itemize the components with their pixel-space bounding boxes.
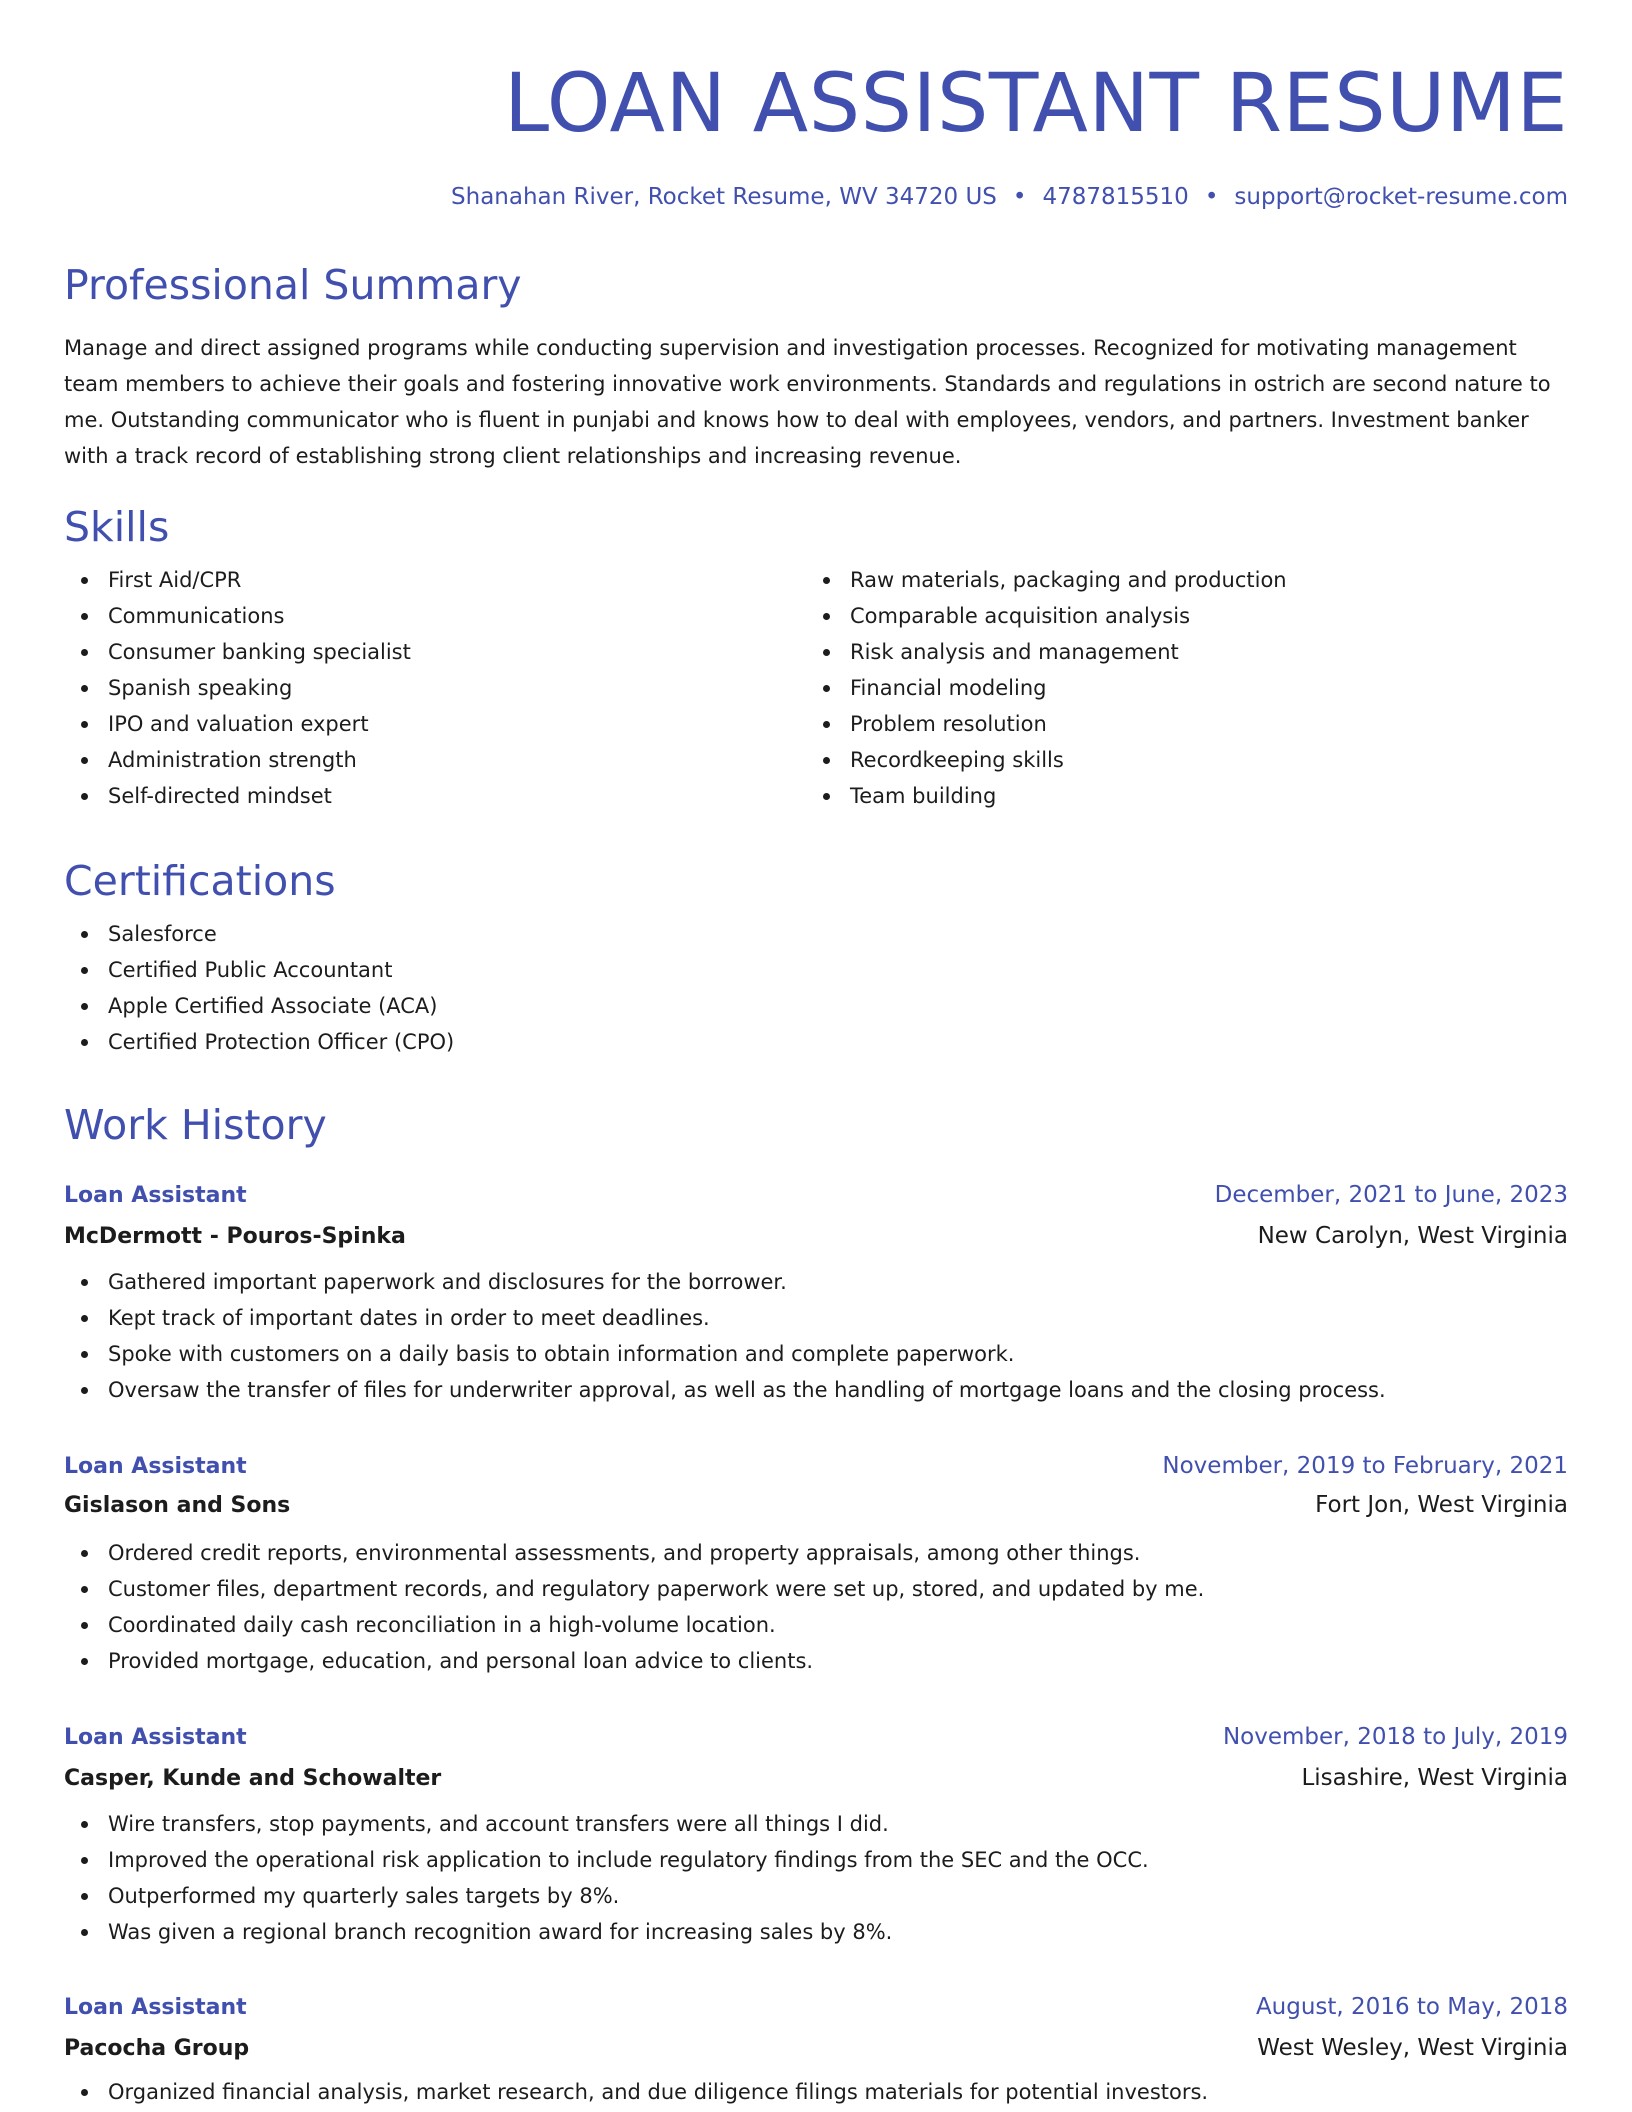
job-location: Fort Jon, West Virginia [1315,1492,1568,1518]
certification-item: Apple Certified Associate (ACA) [64,988,1568,1024]
job-subheader [64,2033,1568,2064]
job-bullet: Customer files, department records, and regulatory paperwork were set up, stored, and updated by me. [64,1571,1568,1607]
skill-item: Raw materials, packaging and production [806,562,1548,598]
skill-item: Comparable acquisition analysis [806,598,1548,634]
job-header [64,1992,1568,2023]
skill-item: Recordkeeping skills [806,742,1548,778]
job-company: Casper, Kunde and Schowalter [64,1766,442,1791]
job-dates: November, 2018 to July, 2019 [1222,1724,1568,1750]
job-header [64,1722,1568,1753]
job-entry [64,1722,1568,1950]
skill-item: Communications [64,598,806,634]
job-location: Lisashire, West Virginia [1301,1765,1568,1791]
contact-email: support@rocket-resume.com [1234,184,1568,210]
skills-columns [64,562,1568,814]
job-title: Loan Assistant [64,1995,247,2020]
resume-title: LOAN ASSISTANT RESUME [503,57,1568,151]
job-dates: November, 2019 to February, 2021 [1162,1453,1568,1479]
skills-list-right [806,562,1548,814]
job-bullet: Gathered important paperwork and disclosures for the borrower. [64,1264,1568,1300]
job-entry [64,1992,1568,2110]
skills-list-left [64,562,806,814]
job-bullet: Was given a regional branch recognition award for increasing sales by 8%. [64,1914,1568,1950]
certifications-section [64,856,1568,1060]
job-bullets [64,1535,1568,1679]
job-subheader [64,1221,1568,1252]
work-history-section [64,1100,1568,1150]
job-bullets [64,2074,1568,2110]
contact-separator: • [1012,184,1027,210]
job-dates: August, 2016 to May, 2018 [1255,1994,1568,2020]
contact-separator: • [1204,184,1219,210]
job-subheader [64,1763,1568,1794]
job-title: Loan Assistant [64,1454,247,1479]
job-bullets [64,1806,1568,1950]
skill-item: Administration strength [64,742,806,778]
skill-item: Financial modeling [806,670,1548,706]
job-location: New Carolyn, West Virginia [1257,1223,1568,1249]
job-bullet: Provided mortgage, education, and personal loan advice to clients. [64,1643,1568,1679]
job-title: Loan Assistant [64,1183,247,1208]
job-bullet: Outperformed my quarterly sales targets by 8%. [64,1878,1568,1914]
certification-item: Certified Protection Officer (CPO) [64,1024,1568,1060]
job-bullet: Organized financial analysis, market research, and due diligence filings materials for potential investors. [64,2074,1568,2110]
job-company: McDermott - Pouros-Spinka [64,1224,406,1249]
summary-section [64,260,1568,474]
skill-item: First Aid/CPR [64,562,806,598]
skill-item: IPO and valuation expert [64,706,806,742]
contact-address: Shanahan River, Rocket Resume, WV 34720 US [451,184,997,210]
job-dates: December, 2021 to June, 2023 [1214,1182,1568,1208]
job-entry [64,1451,1568,1679]
skill-item: Team building [806,778,1548,814]
job-bullet: Improved the operational risk application to include regulatory findings from the SEC and the OCC. [64,1842,1568,1878]
job-bullet: Kept track of important dates in order to meet deadlines. [64,1300,1568,1336]
job-bullet: Coordinated daily cash reconciliation in a high-volume location. [64,1607,1568,1643]
resume-page [64,0,1568,2104]
job-bullet: Ordered credit reports, environmental assessments, and property appraisals, among other things. [64,1535,1568,1571]
contact-line [64,182,1568,212]
job-title: Loan Assistant [64,1725,247,1750]
job-bullet: Spoke with customers on a daily basis to obtain information and complete paperwork. [64,1336,1568,1372]
job-bullet: Wire transfers, stop payments, and account transfers were all things I did. [64,1806,1568,1842]
skill-item: Consumer banking specialist [64,634,806,670]
certifications-list [64,916,1568,1060]
job-company: Gislason and Sons [64,1493,291,1518]
job-header [64,1451,1568,1482]
summary-text: Manage and direct assigned programs while conducting supervision and investigation processes. Recognized for motivating management team members to achieve their goals and fostering innovative work environments. Standards and regulations in ostrich are second nature to me. Outstanding communicator who is fluent in punjabi and knows how to deal with employees, vendors, and partners. Investment banker with a track record of establishing strong client relationships and increasing revenue. [64,336,1551,468]
job-bullets [64,1264,1568,1408]
contact-phone: 4787815510 [1042,184,1189,210]
certification-item: Certified Public Accountant [64,952,1568,988]
job-company: Pacocha Group [64,2036,250,2061]
job-subheader [64,1490,1568,1521]
skills-section [64,502,1568,814]
job-bullet: Oversaw the transfer of files for underwriter approval, as well as the handling of mortgage loans and the closing process. [64,1372,1568,1408]
work-history-heading: Work History [64,1101,327,1149]
job-header [64,1180,1568,1211]
skill-item: Problem resolution [806,706,1548,742]
summary-heading: Professional Summary [64,261,522,309]
skill-item: Spanish speaking [64,670,806,706]
job-location: West Wesley, West Virginia [1257,2035,1568,2061]
skills-heading: Skills [64,503,170,551]
skill-item: Risk analysis and management [806,634,1548,670]
certification-item: Salesforce [64,916,1568,952]
skill-item: Self-directed mindset [64,778,806,814]
certifications-heading: Certifications [64,857,336,905]
job-entry [64,1180,1568,1408]
